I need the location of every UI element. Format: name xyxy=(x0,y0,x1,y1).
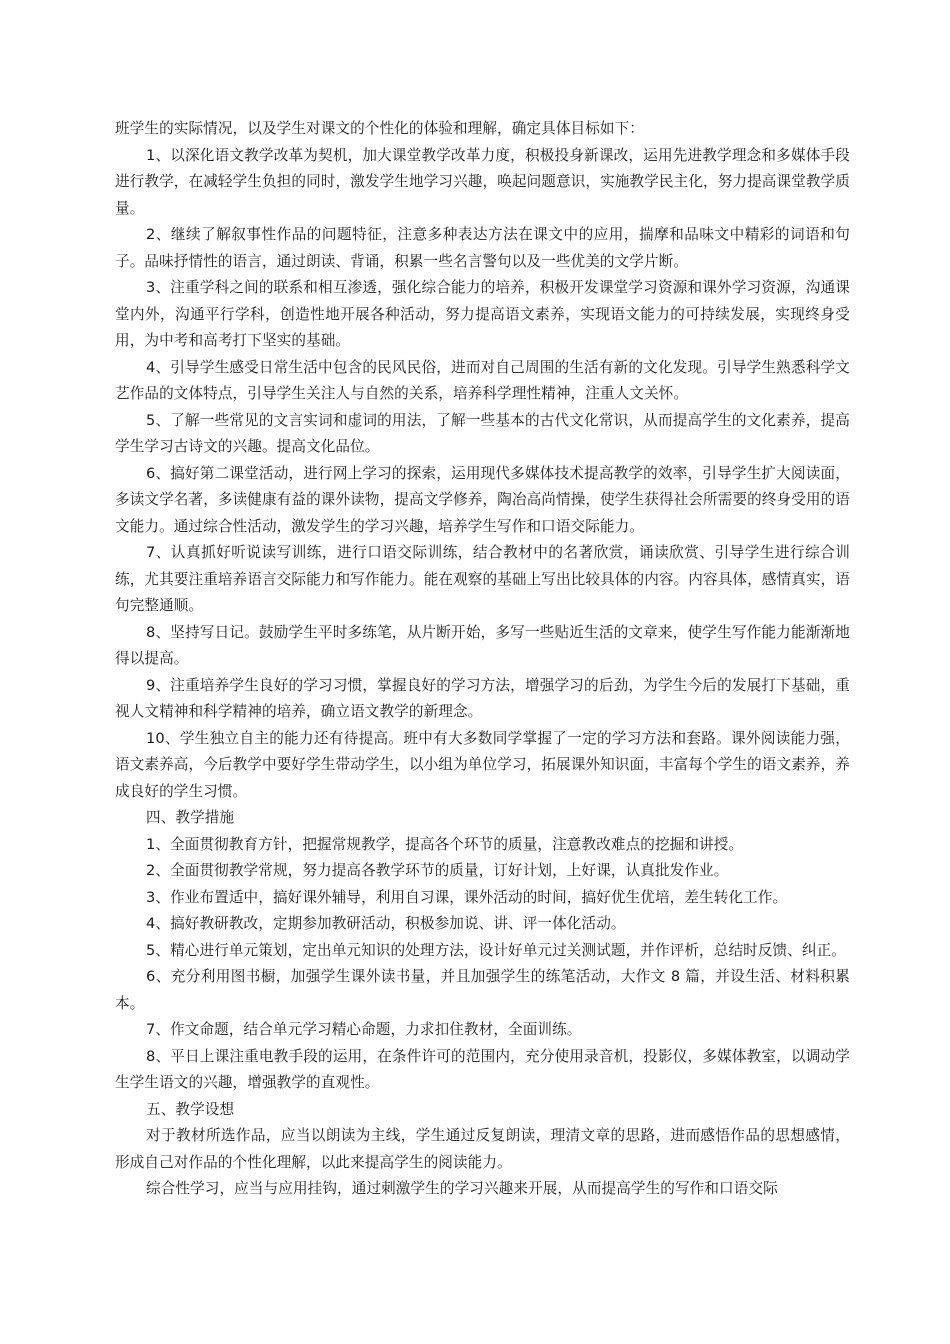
paragraph: 对于教材所选作品，应当以朗读为主线，学生通过反复朗读，理清文章的思路，进而感悟作品的思想感情，形成自己对作品的个性化理解，以此来提高学生的阅读能力。 xyxy=(115,1127,850,1171)
paragraph: 3、作业布置适中，搞好课外辅导，利用自习课，课外活动的时间，搞好优生优培，差生转化工作。 xyxy=(146,888,788,906)
paragraph: 9、注重培养学生良好的学习习惯，掌握良好的学习方法，增强学习的后劲，为学生今后的发展打下基础，重视人文精神和科学精神的培养，确立语文教学的新理念。 xyxy=(115,676,850,720)
document-body xyxy=(115,116,850,1203)
paragraph: 班学生的实际情况，以及学生对课文的个性化的体验和理解，确定具体目标如下： xyxy=(115,120,644,137)
section-heading: 四、教学措施 xyxy=(146,809,235,826)
paragraph: 7、作文命题，结合单元学习精心命题，力求扣住教材，全面训练。 xyxy=(146,1021,582,1038)
paragraph: 综合性学习，应当与应用挂钩，通过刺激学生的学习兴趣来开展，从而提高学生的写作和口语交际 xyxy=(146,1180,778,1197)
paragraph: 2、全面贯彻教学常规，努力提高各教学环节的质量，订好计划，上好课，认真批发作业。 xyxy=(146,862,729,879)
paragraph: 10、学生独立自主的能力还有待提高。班中有大多数同学掌握了一定的学习方法和套路。课外阅读能力强，语文素养高，今后教学中要好学生带动学生，以小组为单位学习，拓展课外知识面，丰富每个学生的语文素养，养成良好的学生习惯。 xyxy=(115,729,850,800)
paragraph: 5、了解一些常见的文言实词和虚词的用法，了解一些基本的古代文化常识，从而提高学生的文化素养，提高学生学习古诗文的兴趣。提高文化品位。 xyxy=(115,411,850,455)
paragraph: 2、继续了解叙事性作品的问题特征，注意多种表达方法在课文中的应用，揣摩和品味文中精彩的词语和句子。品味抒情性的语言，通过朗读、背诵，积累一些名言警句以及一些优美的文学片断。 xyxy=(115,226,850,270)
paragraph: 4、引导学生感受日常生活中包含的民风民俗，进而对自己周围的生活有新的文化发现。引导学生熟悉科学文艺作品的文体特点，引导学生关注人与自然的关系，培养科学理性精神，注重人文关怀。 xyxy=(115,358,850,402)
paragraph: 4、搞好教研教改，定期参加教研活动，积极参加说、讲、评一体化活动。 xyxy=(146,915,626,932)
paragraph: 8、坚持写日记。鼓励学生平时多练笔，从片断开始，多写一些贴近生活的文章来，使学生写作能力能渐渐地得以提高。 xyxy=(115,623,850,667)
paragraph: 8、平日上课注重电教手段的运用，在条件许可的范围内，充分使用录音机，投影仪，多媒体教室，以调动学生学生语文的兴趣，增强教学的直观性。 xyxy=(115,1047,850,1091)
paragraph: 1、全面贯彻教育方针，把握常规教学，提高各个环节的质量，注意教改难点的挖掘和讲授。 xyxy=(146,835,744,853)
section-heading: 五、教学设想 xyxy=(146,1100,235,1118)
paragraph: 7、认真抓好听说读写训练，进行口语交际训练，结合教材中的名著欣赏，诵读欣赏、引导学生进行综合训练，尤其要注重培养语言交际能力和写作能力。能在观察的基础上写出比较具体的内容。内容具体，感情真实，语句完整通顺。 xyxy=(115,544,850,614)
paragraph: 6、搞好第二课堂活动，进行网上学习的探索，运用现代多媒体技术提高教学的效率，引导学生扩大阅读面，多读文学名著，多读健康有益的课外读物，提高文学修养，陶冶高尚情操，使学生获得社会所需要的终身受用的语文能力。通过综合性活动，激发学生的学习兴趣，培养学生写作和口语交际能力。 xyxy=(115,464,850,535)
paragraph: 6、充分利用图书橱，加强学生课外读书量，并且加强学生的练笔活动，大作文 8 篇，并设生活、材料积累本。 xyxy=(115,968,850,1012)
paragraph: 5、精心进行单元策划，定出单元知识的处理方法，设计好单元过关测试题，并作评析，总结时反馈、纠正。 xyxy=(146,941,846,959)
paragraph: 3、注重学科之间的联系和相互渗透，强化综合能力的培养，积极开发课堂学习资源和课外学习资源，沟通课堂内外，沟通平行学科，创造性地开展各种活动，努力提高语文素养，实现语文能力的可持续发展，实现终身受用，为中考和高考打下坚实的基础。 xyxy=(115,279,850,349)
paragraph: 1、以深化语文教学改革为契机，加大课堂教学改革力度，积极投身新课改，运用先进教学理念和多媒体手段进行教学，在减轻学生负担的同时，激发学生地学习兴趣，唤起问题意识，实施教学民主化，努力提高课堂教学质量。 xyxy=(115,146,850,217)
